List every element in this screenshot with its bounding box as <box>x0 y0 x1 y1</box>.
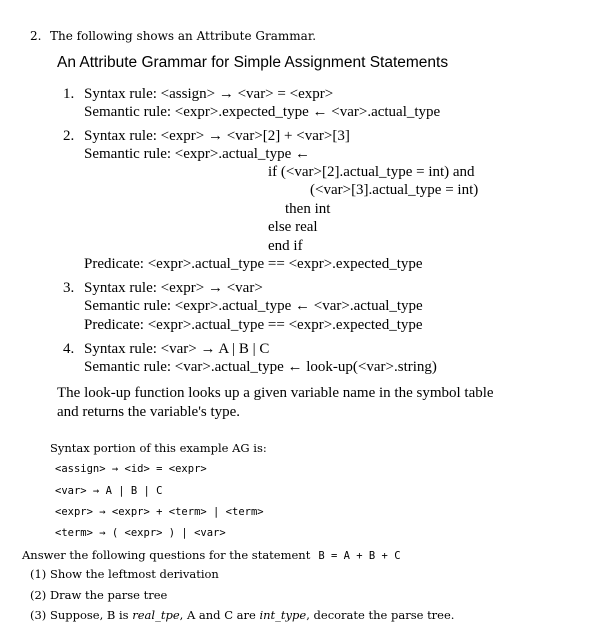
question-1: (1) Show the leftmost derivation <box>30 567 219 581</box>
rule-2-else: else real <box>268 219 318 235</box>
rule-4-number: 4. <box>63 341 75 357</box>
question-3-suffix: , decorate the parse tree. <box>306 608 455 622</box>
rule-2-number: 2. <box>63 128 75 144</box>
rule-4-semantic: Semantic rule: <var>.actual_type ← look-up(<var>.string) <box>84 359 437 375</box>
rule-2-if-line-1: if (<var>[2].actual_type = int) and <box>268 164 475 180</box>
question-3-prefix: (3) Suppose, B is <box>30 608 133 622</box>
rule-2-then: then int <box>285 201 331 217</box>
question-number: 2. <box>30 29 42 43</box>
rule-3-semantic: Semantic rule: <expr>.actual_type ← <var>.actual_type <box>84 298 423 314</box>
rule-2-endif: end if <box>268 238 303 254</box>
syntax-line: <term> → ( <expr> ) | <var> <box>55 527 226 539</box>
syntax-line: <expr> → <expr> + <term> | <term> <box>55 506 264 518</box>
rule-1-syntax: Syntax rule: <assign> → <var> = <expr> <box>84 86 334 102</box>
question-3 <box>30 608 454 622</box>
syntax-line: <var> → A | B | C <box>55 485 163 497</box>
rule-3-predicate: Predicate: <expr>.actual_type == <expr>.expected_type <box>84 317 423 333</box>
rule-3-syntax: Syntax rule: <expr> → <var> <box>84 280 263 296</box>
rule-2-if-line-2: (<var>[3].actual_type = int) <box>310 182 479 198</box>
question-3-middle: , A and C are <box>179 608 260 622</box>
answer-statement: B = A + B + C <box>318 550 401 562</box>
answer-prompt <box>22 546 401 564</box>
rule-4-syntax: Syntax rule: <var> → A | B | C <box>84 341 270 357</box>
question-2: (2) Draw the parse tree <box>30 588 168 602</box>
lookup-description-line-2: and returns the variable's type. <box>57 404 241 420</box>
syntax-portion-heading: Syntax portion of this example AG is: <box>50 441 267 455</box>
rule-1-semantic: Semantic rule: <expr>.expected_type ← <var>.actual_type <box>84 104 441 120</box>
rule-2-syntax: Syntax rule: <expr> → <var>[2] + <var>[3] <box>84 128 350 144</box>
real-type-term: real_tpe <box>132 608 180 622</box>
int-type-term: int_type <box>259 608 307 622</box>
answer-lead: Answer the following questions for the statement <box>22 548 311 562</box>
question-text: The following shows an Attribute Grammar. <box>50 29 317 43</box>
syntax-line: <assign> → <id> = <expr> <box>55 463 207 475</box>
lookup-description-line-1: The look-up function looks up a given variable name in the symbol table <box>57 385 494 401</box>
rule-2-semantic: Semantic rule: <expr>.actual_type ← <box>84 146 311 162</box>
rule-3-number: 3. <box>63 280 75 296</box>
rule-2-predicate: Predicate: <expr>.actual_type == <expr>.expected_type <box>84 256 423 272</box>
rule-1-number: 1. <box>63 86 75 102</box>
grammar-title: An Attribute Grammar for Simple Assignment Statements <box>57 54 449 71</box>
